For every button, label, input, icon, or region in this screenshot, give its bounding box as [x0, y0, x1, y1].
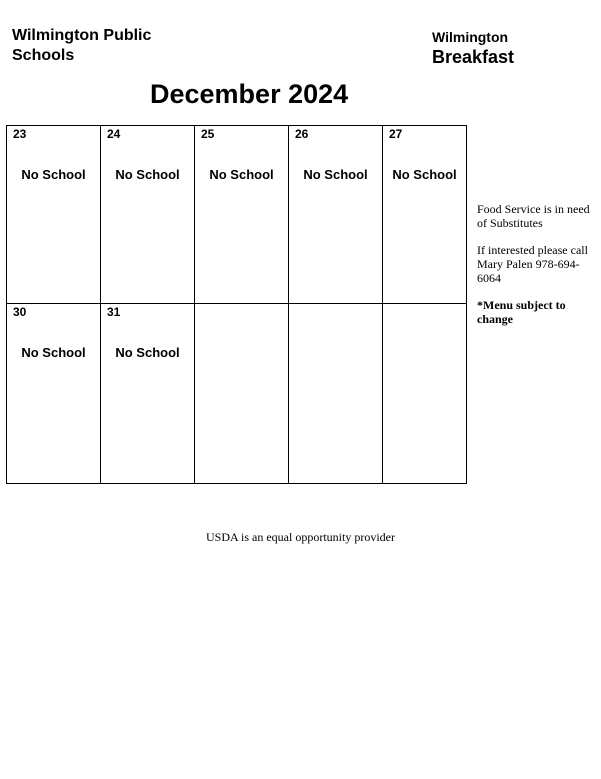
menu-meal-type: Breakfast: [432, 47, 515, 67]
calendar-cell: [101, 304, 195, 483]
calendar-cell: [101, 126, 195, 304]
day-number: 26: [295, 127, 309, 141]
contact-note: If interested please call Mary Palen 978-694-6064: [477, 243, 588, 285]
day-number: 24: [107, 127, 121, 141]
district-name-line1: Wilmington Public: [12, 27, 152, 44]
day-menu: No School: [115, 345, 180, 360]
menu-town: Wilmington: [432, 29, 509, 45]
calendar-cell: [289, 126, 383, 304]
calendar-cell: [195, 126, 289, 304]
month-title: December 2024: [150, 79, 349, 109]
menu-change-note: *Menu subject to change: [477, 298, 566, 326]
day-number: 25: [201, 127, 215, 141]
day-menu: No School: [21, 345, 86, 360]
day-number: 23: [13, 127, 27, 141]
calendar-cell: [7, 126, 101, 304]
calendar-cell: [195, 304, 289, 483]
sidebar-notes: [477, 202, 595, 339]
calendar-cell: [383, 304, 466, 483]
day-number: 30: [13, 305, 27, 319]
calendar-grid: [6, 125, 467, 484]
day-menu: No School: [21, 167, 86, 182]
day-number: 27: [389, 127, 403, 141]
day-number: 31: [107, 305, 121, 319]
day-menu: No School: [209, 167, 274, 182]
substitutes-note: Food Service is in need of Substitutes: [477, 202, 590, 230]
day-menu: No School: [392, 167, 457, 182]
calendar-cell: [289, 304, 383, 483]
usda-statement: USDA is an equal opportunity provider: [206, 530, 395, 544]
calendar-cell: [383, 126, 466, 304]
day-menu: No School: [115, 167, 180, 182]
day-menu: No School: [303, 167, 368, 182]
district-name: [12, 26, 212, 66]
district-name-line2: Schools: [12, 47, 75, 64]
menu-header: [432, 29, 592, 68]
calendar-cell: [7, 304, 101, 483]
